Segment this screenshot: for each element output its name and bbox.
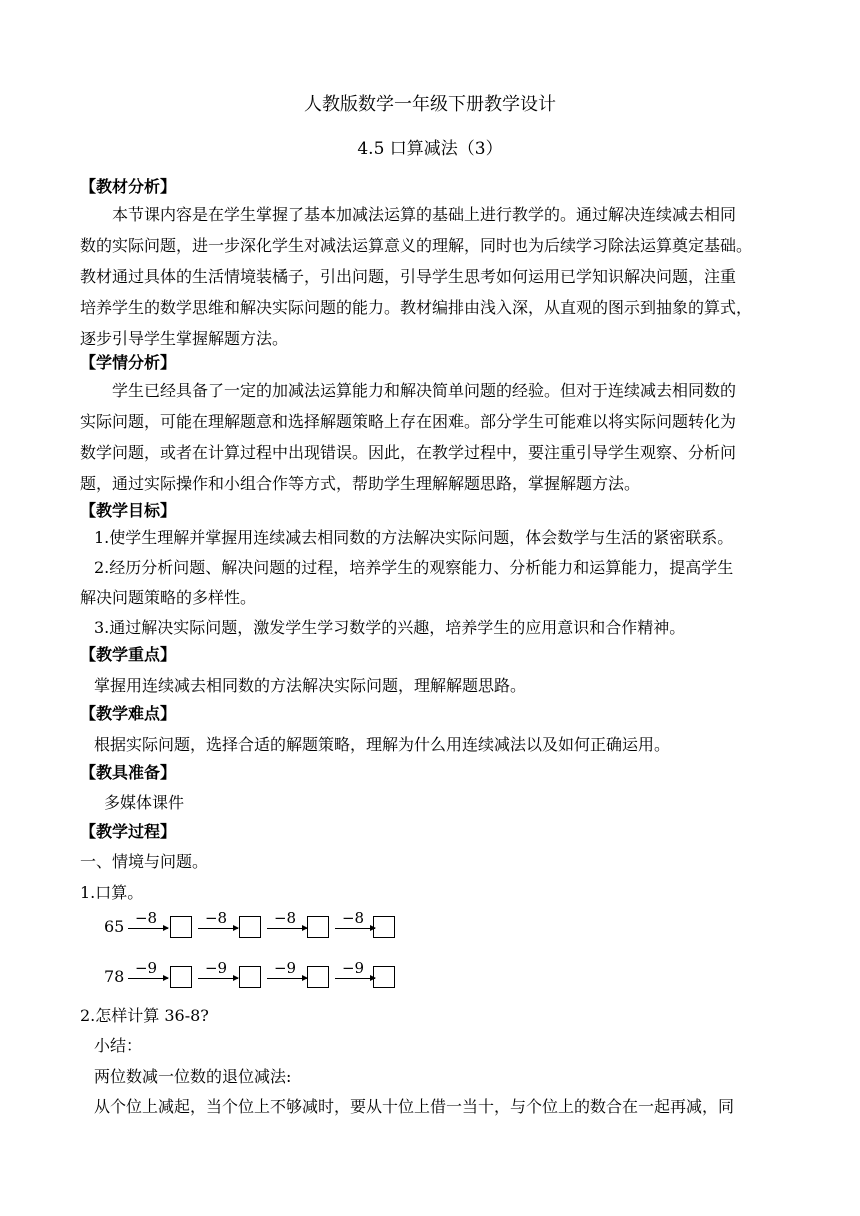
- summary-title: 两位数减一位数的退位减法:: [94, 1067, 292, 1086]
- heading-material-analysis: 【教材分析】: [80, 177, 177, 196]
- document-title: 人教版数学一年级下册教学设计: [304, 94, 556, 115]
- material-line-4: 培养学生的数学思维和解决实际问题的能力。教材编排由浅入深，从直观的图示到抽象的算式，: [80, 298, 753, 317]
- answer-box: [307, 966, 329, 988]
- answer-box: [239, 916, 261, 938]
- preparation-text: 多媒体课件: [104, 793, 185, 812]
- chain-start-number: 65: [104, 917, 125, 936]
- summary-text: 从个位上减起，当个位上不够减时，要从十位上借一当十，与个位上的数合在一起再减，同: [94, 1097, 735, 1116]
- chain-op: −9: [341, 959, 365, 977]
- arrow-icon: [335, 978, 375, 979]
- answer-box: [373, 916, 395, 938]
- heading-difficulties: 【教学难点】: [80, 704, 177, 723]
- calc-chain-1: [104, 911, 424, 941]
- chain-op: −8: [273, 909, 297, 927]
- arrow-icon: [198, 978, 238, 979]
- process-item-1: 1.口算。: [80, 883, 144, 902]
- answer-box: [170, 966, 192, 988]
- objective-2: 2.经历分析问题、解决问题的过程，培养学生的观察能力、分析能力和运算能力，提高学生: [94, 558, 734, 577]
- student-line-1: 学生已经具备了一定的加减法运算能力和解决简单问题的经验。但对于连续减去相同数的: [112, 381, 737, 400]
- chain-op: −8: [204, 909, 228, 927]
- chain-start-number: 78: [104, 967, 125, 986]
- answer-box: [373, 966, 395, 988]
- arrow-icon: [128, 928, 168, 929]
- heading-objectives: 【教学目标】: [80, 501, 177, 520]
- answer-box: [239, 966, 261, 988]
- heading-key-points: 【教学重点】: [80, 645, 177, 664]
- calc-chain-2: [104, 961, 424, 991]
- difficulties-text: 根据实际问题，选择合适的解题策略，理解为什么用连续减法以及如何正确运用。: [94, 735, 671, 754]
- chain-op: −9: [134, 959, 158, 977]
- objective-1: 1.使学生理解并掌握用连续减去相同数的方法解决实际问题，体会数学与生活的紧密联系。: [94, 528, 734, 547]
- heading-preparation: 【教具准备】: [80, 763, 177, 782]
- arrow-icon: [267, 928, 307, 929]
- arrow-icon: [128, 978, 168, 979]
- answer-box: [170, 916, 192, 938]
- student-line-2: 实际问题，可能在理解题意和选择解题策略上存在困难。部分学生可能难以将实际问题转化为: [80, 412, 737, 431]
- objective-3: 3.通过解决实际问题，激发学生学习数学的兴趣，培养学生的应用意识和合作精神。: [94, 618, 686, 637]
- heading-process: 【教学过程】: [80, 822, 177, 841]
- material-line-2: 数的实际问题，进一步深化学生对减法运算意义的理解，同时也为后续学习除法运算奠定基础。: [80, 236, 753, 255]
- chain-op: −9: [204, 959, 228, 977]
- document-subtitle: 4.5 口算减法（3）: [357, 139, 503, 159]
- material-line-1: 本节课内容是在学生掌握了基本加减法运算的基础上进行教学的。通过解决连续减去相同: [112, 205, 737, 224]
- chain-op: −8: [134, 909, 158, 927]
- student-line-3: 数学问题，或者在计算过程中出现错误。因此，在教学过程中，要注重引导学生观察、分析问: [80, 443, 737, 462]
- summary-label: 小结：: [94, 1036, 143, 1055]
- answer-box: [307, 916, 329, 938]
- objective-2-cont: 解决问题策略的多样性。: [80, 588, 257, 607]
- key-points-text: 掌握用连续减去相同数的方法解决实际问题，理解解题思路。: [94, 676, 527, 695]
- student-line-4: 题，通过实际操作和小组合作等方式，帮助学生理解解题思路，掌握解题方法。: [80, 474, 641, 493]
- chain-op: −8: [341, 909, 365, 927]
- chain-op: −9: [273, 959, 297, 977]
- material-line-5: 逐步引导学生掌握解题方法。: [80, 329, 289, 348]
- material-line-3: 教材通过具体的生活情境装橘子，引出问题，引导学生思考如何运用已学知识解决问题，注重: [80, 267, 737, 286]
- arrow-icon: [335, 928, 375, 929]
- heading-student-analysis: 【学情分析】: [80, 353, 177, 372]
- arrow-icon: [198, 928, 238, 929]
- process-item-2: 2.怎样计算 36-8?: [80, 1006, 209, 1025]
- arrow-icon: [267, 978, 307, 979]
- process-part-1: 一、情境与问题。: [80, 852, 209, 871]
